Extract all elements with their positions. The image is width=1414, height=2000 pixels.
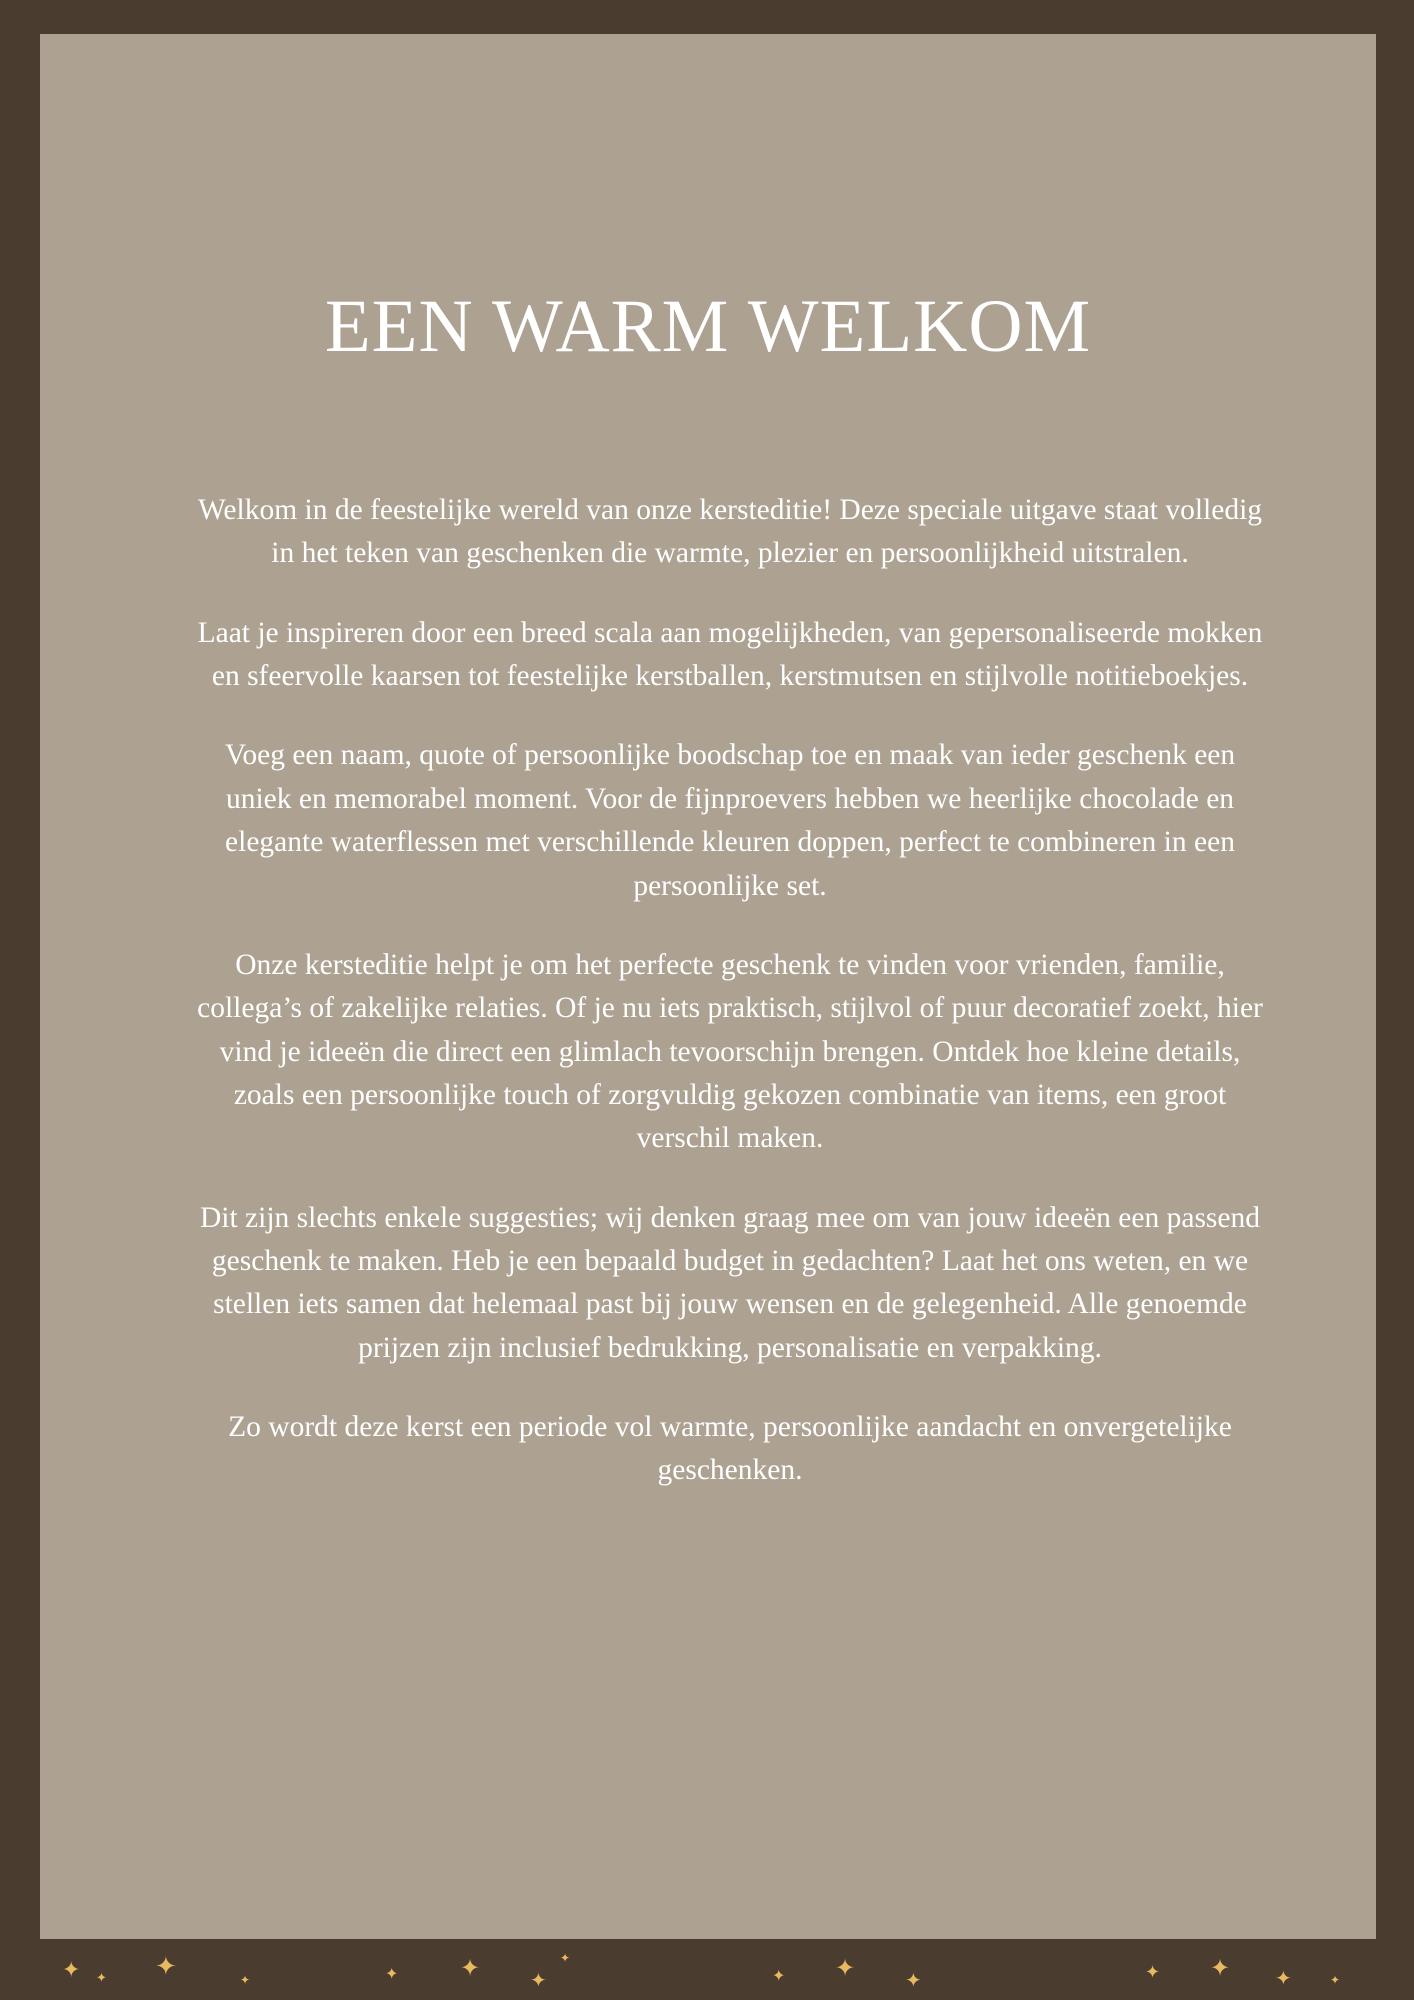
sparkle-decoration-band: [0, 1938, 1414, 2000]
paragraph: Voeg een naam, quote of persoonlijke boodschap toe en maak van ieder geschenk een uniek en memorabel moment. Voor de fijnproevers hebben we heerlijke chocolade en elegante waterflessen met verschillende kleuren doppen, perfect te combineren in een persoonlijke set.: [224, 739, 1236, 902]
sparkle-icon: ✦: [530, 1968, 547, 1992]
sparkle-icon: ✦: [835, 1954, 856, 1982]
sparkle-icon: ✦: [460, 1954, 481, 1982]
sparkle-icon: ✦: [155, 1952, 177, 1982]
paragraph: Zo wordt deze kerst een periode vol warmte, persoonlijke aandacht en onvergetelijke geschenken.: [228, 1411, 1232, 1487]
sparkle-icon: ✦: [1275, 1966, 1292, 1990]
sparkle-icon: ✦: [240, 1973, 251, 1987]
sparkle-icon: ✦: [1145, 1962, 1161, 1983]
body-text: [195, 489, 1265, 1493]
paragraph: Welkom in de feestelijke wereld van onze kersteditie! Deze speciale uitgave staat volledig in het teken van geschenken die warmte, plezier en persoonlijkheid uitstralen.: [197, 494, 1263, 570]
sparkle-icon: ✦: [772, 1966, 786, 1985]
page-title: EEN WARM WELKOM: [324, 285, 1092, 368]
sparkle-icon: ✦: [905, 1968, 922, 1992]
paragraph: Onze kersteditie helpt je om het perfecte geschenk te vinden voor vrienden, familie, collega’s of zakelijke relaties. Of je nu iets praktisch, stijlvol of puur decoratief zoekt, hier vind je ideeën die direct een glimlach tevoorschijn brengen. Ontdek hoe kleine details, zoals een persoonlijke touch of zorgvuldig gekozen combinatie van items, een groot verschil maken.: [197, 948, 1263, 1155]
sparkle-icon: ✦: [385, 1964, 399, 1983]
sparkle-icon: ✦: [96, 1971, 107, 1986]
sparkle-icon: ✦: [62, 1958, 81, 1983]
content-panel: [40, 34, 1376, 1939]
paragraph: Laat je inspireren door een breed scala aan mogelijkheden, van gepersonaliseerde mokken en sfeervolle kaarsen tot feestelijke kerstballen, kerstmutsen en stijlvolle notitieboekjes.: [197, 616, 1263, 693]
sparkle-icon: ✦: [1330, 1973, 1341, 1987]
sparkle-icon: ✦: [560, 1951, 571, 1965]
sparkle-icon: ✦: [1210, 1954, 1231, 1982]
paragraph: Dit zijn slechts enkele suggesties; wij denken graag mee om van jouw ideeën een passend geschenk te maken. Heb je een bepaald budget in gedachten? Laat het ons weten, en we stellen iets samen dat helemaal past bij jouw wensen en de gelegenheid. Alle genoemde prijzen zijn inclusief bedrukking, personalisatie en verpakking.: [199, 1201, 1261, 1364]
